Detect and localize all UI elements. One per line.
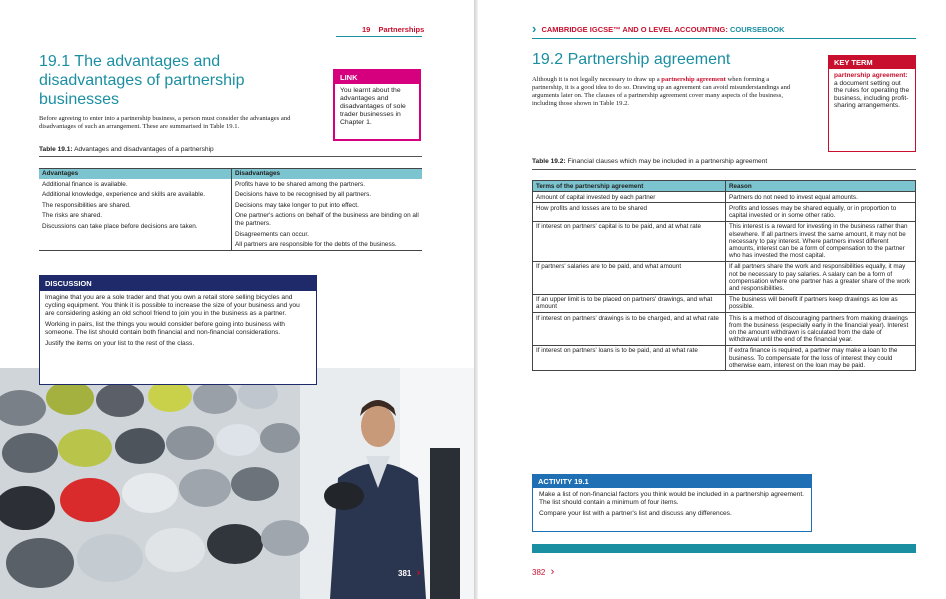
- reason-cell: Profits and losses may be shared equally, or in proportion to capital invested or in some other ratio.: [726, 203, 916, 221]
- activity-body: [533, 488, 811, 521]
- disadvantage-item: Decisions have to be recognised by all partners.: [235, 191, 372, 199]
- table-row: [533, 192, 916, 203]
- page-number-right: [532, 566, 554, 578]
- table-row: [533, 294, 916, 312]
- header-rule-right: [532, 38, 916, 39]
- key-term-body: [829, 69, 915, 113]
- discussion-title: DISCUSSION: [40, 276, 316, 291]
- link-box-text: You learnt about the advantages and disadvantages of sole trader businesses in Chapter 1.: [340, 87, 406, 126]
- table-row: [533, 261, 916, 294]
- discussion-paragraph: Working in pairs, list the things you would consider before going into business with someone. The list should contain both financial and non-financial considerations.: [45, 321, 285, 336]
- advantage-item: The risks are shared.: [42, 212, 103, 220]
- term-cell: If interest on partners' drawings is to be charged, and at what rate: [533, 313, 726, 346]
- book-title: CAMBRIDGE IGCSE™ AND O LEVEL ACCOUNTING:: [541, 25, 728, 34]
- disadvantage-item: Decisions may take longer to put into effect.: [235, 201, 359, 209]
- disadvantage-item: Profits have to be shared among the partners.: [235, 180, 366, 188]
- intro-text: Although it is not legally necessary to draw up a: [532, 76, 662, 83]
- running-head: [362, 25, 424, 34]
- key-term-title: KEY TERM: [829, 56, 915, 69]
- table-caption-right: [532, 158, 767, 165]
- advantage-item: Discussions can take place before decisions are taken.: [42, 222, 198, 230]
- disadvantages-cell: [232, 179, 423, 251]
- chapter-title: Partnerships: [378, 25, 425, 34]
- chapter-number: 19: [362, 25, 371, 34]
- page-number-text: 382: [532, 568, 546, 577]
- teal-footer-band: [532, 544, 916, 553]
- advantages-cell: [39, 179, 232, 251]
- intro-paragraph: Before agreeing to enter into a partnership business, a person must consider the advantages and disadvantages of such an arrangement. These are summarised in Table 19.1.: [39, 115, 291, 130]
- table-row: [533, 221, 916, 261]
- chevron-right-icon: ›: [550, 566, 555, 578]
- term-cell: If an upper limit is to be placed on partners' drawings, and what amount: [533, 294, 726, 312]
- table-caption-text: Advantages and disadvantages of a partnership: [74, 146, 214, 153]
- advantage-item: Additional finance is available.: [42, 180, 128, 188]
- intro-text: when forming a partnership, it is a good idea to do so. Drawing up an agreement can avoid misunderstandings and arguments later on. The clauses of a partnership agreement cover many aspects of the business, including those shown in Table 19.2.: [532, 76, 791, 107]
- right-page: [478, 0, 946, 599]
- key-term-link[interactable]: partnership agreement: [661, 76, 726, 83]
- discussion-box: [39, 275, 317, 385]
- reason-cell: If extra finance is required, a partner may make a loan to the business. To compensate for the loss of interest they could otherwise earn, interest on the loan may be paid.: [726, 345, 916, 371]
- activity-box: [532, 474, 812, 532]
- table-caption: [39, 146, 214, 153]
- term-cell: If interest on partners' loans is to be paid, and at what rate: [533, 345, 726, 371]
- key-term-word: partnership agreement:: [834, 72, 908, 79]
- disadvantages-header: Disadvantages: [232, 169, 423, 179]
- table-row: [533, 203, 916, 221]
- advantages-table: [39, 168, 422, 251]
- activity-title: ACTIVITY 19.1: [533, 475, 811, 488]
- discussion-body: [40, 291, 316, 351]
- activity-paragraph: Compare your list with a partner's list and discuss any differences.: [539, 510, 732, 517]
- reason-cell: The business will benefit if partners keep drawings as low as possible.: [726, 294, 916, 312]
- caption-rule: [39, 156, 422, 157]
- chevron-right-icon: ›: [532, 21, 537, 36]
- term-cell: If partners' salaries are to be paid, and what amount: [533, 261, 726, 294]
- advantage-item: The responsibilities are shared.: [42, 201, 131, 209]
- disadvantage-item: Disagreements can occur.: [235, 230, 309, 238]
- running-head-right: [532, 21, 785, 36]
- reason-cell: Partners do not need to invest equal amounts.: [726, 192, 916, 203]
- link-box-title: LINK: [335, 71, 419, 84]
- section-heading: 19.1 The advantages and disadvantages of partnership businesses: [39, 53, 245, 108]
- reason-cell: This interest is a reward for investing in the business rather than elsewhere. If all partners invest the same amount, it may not be necessary to pay interest. Where partners invest different amounts, interest can be a form of compensation to the partner who has invested the most capital.: [726, 221, 916, 261]
- caption-rule-right: [532, 169, 916, 170]
- term-cell: Amount of capital invested by each partner: [533, 192, 726, 203]
- disadvantage-item: One partner's actions on behalf of the business are binding on all the partners.: [235, 212, 419, 227]
- table-caption-label: Table 19.2:: [532, 158, 566, 165]
- disadvantage-item: All partners are responsible for the debts of the business.: [235, 241, 397, 249]
- key-term-box: [828, 55, 916, 152]
- table-row: [533, 313, 916, 346]
- section-heading-right: 19.2 Partnership agreement: [532, 51, 731, 68]
- reason-header: Reason: [726, 181, 916, 192]
- header-rule: [336, 36, 422, 37]
- partnership-terms-table: [532, 180, 916, 371]
- intro-paragraph-right: [532, 76, 802, 108]
- helmet-store-photo: [0, 368, 474, 599]
- reason-cell: If all partners share the work and responsibilities equally, it may not be necessary to pay salaries. A salary can be a form of compensation where one partner has a greater share of the work and responsibilities.: [726, 261, 916, 294]
- table-caption-label: Table 19.1:: [39, 146, 73, 153]
- link-box: [333, 69, 421, 141]
- term-cell: If interest on partners' capital is to be paid, and at what rate: [533, 221, 726, 261]
- discussion-paragraph: Imagine that you are a sole trader and that you own a retail store selling bicycles and cycling equipment. You think it is possible to increase the size of your business and you are considering asking an old school friend to join you in the business as a partner.: [45, 294, 300, 317]
- chevron-right-icon: ›: [416, 567, 421, 579]
- advantage-item: Additional knowledge, experience and skills are available.: [42, 191, 206, 199]
- book-type: COURSEBOOK: [729, 25, 785, 34]
- activity-paragraph: Make a list of non-financial factors you think would be included in a partnership agreement. The list should contain a minimum of four items.: [539, 491, 804, 506]
- table-caption-text: Financial clauses which may be included in a partnership agreement: [567, 158, 768, 165]
- term-cell: How profits and losses are to be shared: [533, 203, 726, 221]
- key-term-definition: a document setting out the rules for operating the business, including profit-sharing arrangements.: [834, 79, 910, 110]
- discussion-paragraph: Justify the items on your list to the rest of the class.: [45, 340, 195, 347]
- table-row: [533, 345, 916, 371]
- page-number-left: [398, 567, 420, 579]
- advantages-header: Advantages: [39, 169, 232, 179]
- terms-header: Terms of the partnership agreement: [533, 181, 726, 192]
- reason-cell: This is a method of discouraging partners from making drawings from the business (especially early in the financial year). Interest on the amount withdrawn is calculated from the date of withdrawal until the end of the financial year.: [726, 313, 916, 346]
- photo-scene-svg: [0, 368, 474, 599]
- page-number-text: 381: [398, 569, 412, 578]
